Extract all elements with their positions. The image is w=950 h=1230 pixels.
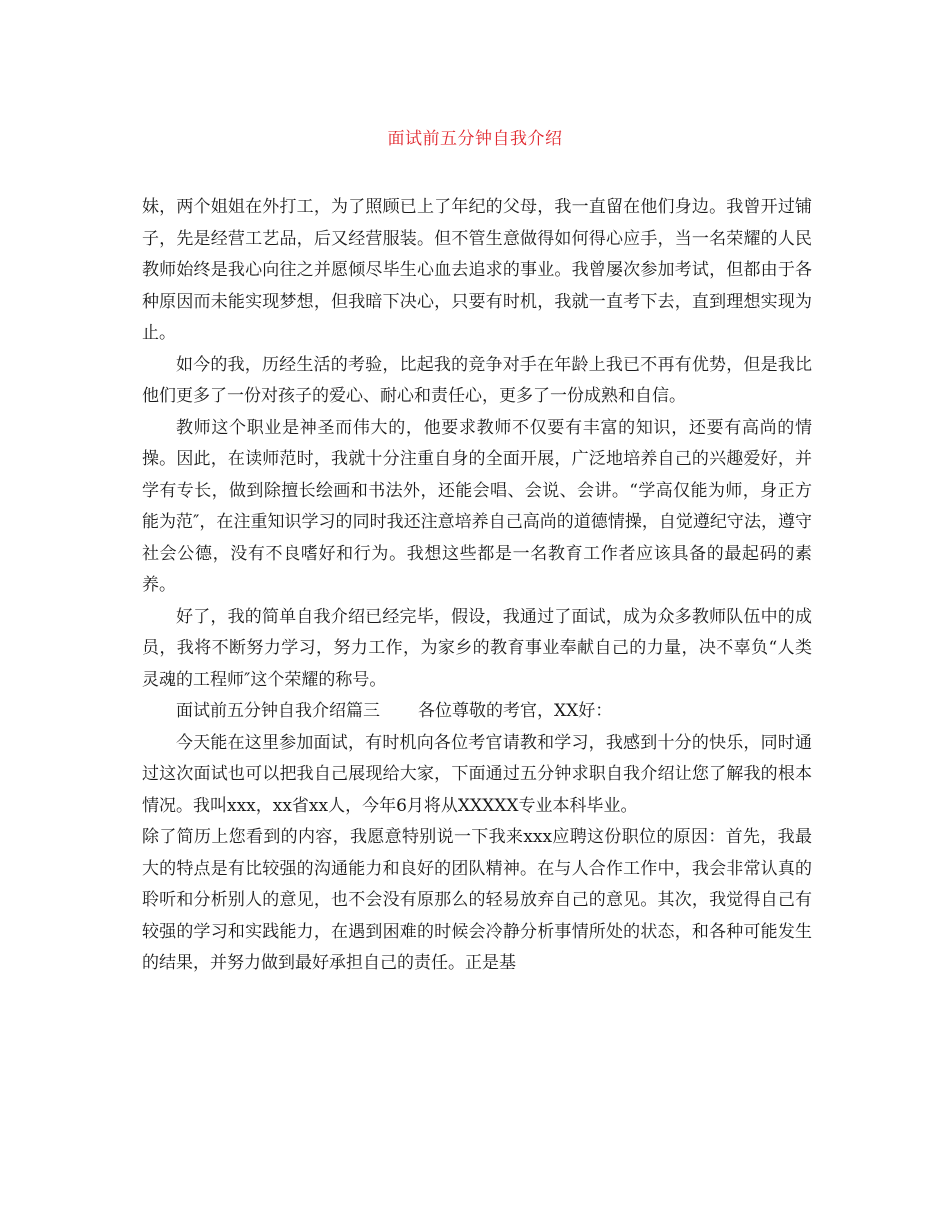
paragraph: 除了简历上您看到的内容，我愿意特别说一下我来xxx应聘这份职位的原因：首先，我最大的特点是有比较强的沟通能力和良好的团队精神。在与人合作工作中，我会非常认真的聆听和分析别人的意见，也不会没有原那么的轻易放弃自己的意见。其次，我觉得自己有较强的学习和实践能力，在遇到困难的时候会冷静分析事情所处的状态，和各种可能发生的结果，并努力做到最好承担自己的责任。正是基: [142, 827, 812, 973]
paragraph: 好了，我的简单自我介绍已经完毕，假设，我通过了面试，成为众多教师队伍中的成员，我将不断努力学习，努力工作，为家乡的教育事业奉献自己的力量，决不辜负“人类灵魂的工程师″这个荣耀的称号。: [142, 606, 812, 690]
section-heading: 面试前五分钟自我介绍篇三: [176, 701, 380, 721]
greeting: 各位尊敬的考官，XX好：: [418, 701, 613, 721]
section-heading-line: [142, 696, 812, 728]
paragraph: 如今的我，历经生活的考验，比起我的竞争对手在年龄上我已不再有优势，但是我比他们更多了一份对孩子的爱心、耐心和责任心，更多了一份成熟和自信。: [142, 354, 812, 406]
page-title: 面试前五分钟自我介绍: [387, 129, 563, 149]
paragraph: 教师这个职业是神圣而伟大的，他要求教师不仅要有丰富的知识，还要有高尚的情操。因此，在读师范时，我就十分注重自身的全面开展，广泛地培养自己的兴趣爱好，并学有专长，做到除擅长绘画和书法外，还能会唱、会说、会讲。“学高仅能为师，身正方能为范″，在注重知识学习的同时我还注意培养自己高尚的道德情操，自觉遵纪守法，遵守社会公德，没有不良嗜好和行为。我想这些都是一名教育工作者应该具备的最起码的素养。: [142, 417, 812, 595]
document-body: [142, 192, 812, 980]
paragraph: 妹，两个姐姐在外打工，为了照顾已上了年纪的父母，我一直留在他们身边。我曾开过铺子，先是经营工艺品，后又经营服装。但不管生意做得如何得心应手，当一名荣耀的人民教师始终是我心向往之并愿倾尽毕生心血去追求的事业。我曾屡次参加考试，但都由于各种原因而未能实现梦想，但我暗下决心，只要有时机，我就一直考下去，直到理想实现为止。: [142, 197, 812, 343]
paragraph: 今天能在这里参加面试，有时机向各位考官请教和学习，我感到十分的快乐，同时通过这次面试也可以把我自己展现给大家，下面通过五分钟求职自我介绍让您了解我的根本情况。我叫xxx，xx省xx人，今年6月将从XXXXX专业本科毕业。: [142, 732, 812, 816]
